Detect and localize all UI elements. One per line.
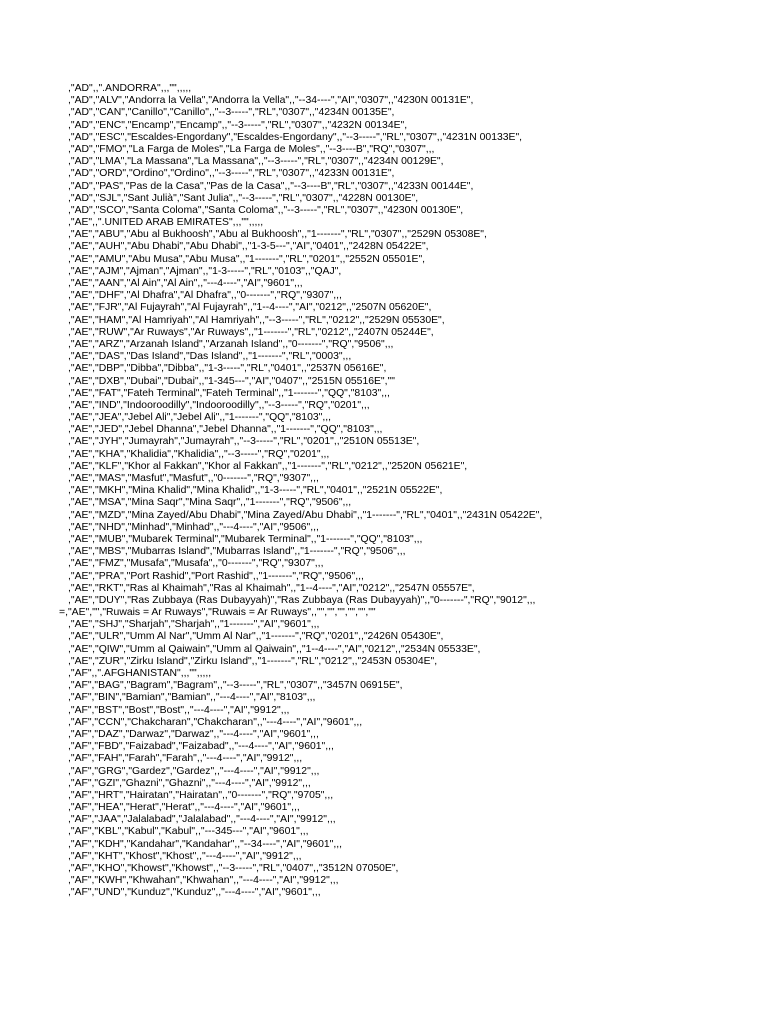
text-line: ,"AD","ORD","Ordino","Ordino",,"--3-----","RL","0307",,"4233N 00131E", (68, 168, 395, 180)
text-line: ,"AF","FAH","Farah","Farah",,"---4----","AI","9912",,, (68, 753, 303, 765)
text-line: ,"AE","AJM","Ajman","Ajman",,"1-3-----","RL","0103",,"QAJ", (68, 265, 342, 277)
text-line: ,"AD","LMA","La Massana","La Massana",,"--3-----","RL","0307",,"4234N 00129E", (68, 156, 444, 168)
text-line: ,"AF","BIN","Bamian","Bamian",,"---4----","AI","8103",,, (68, 692, 316, 704)
text-line: ,"AF","GZI","Ghazni","Ghazni",,"---4----","AI","9912",,, (68, 777, 311, 789)
text-line: ,"AE","SHJ","Sharjah","Sharjah",,"1-------","AI","9601",,, (68, 619, 320, 631)
text-line: ,"AE","FAT","Fateh Terminal","Fateh Terminal",,"1-------","QQ","8103",,, (68, 387, 390, 399)
text-line: ,"AE","DBP","Dibba","Dibba",,"1-3-----","RL","0401",,"2537N 05616E", (68, 363, 387, 375)
text-line: ,"AD",,".ANDORRA",,,"",,,,, (68, 83, 192, 94)
text-line: ,"AE","MAS","Masfut","Masfut",,"0-------","RQ","9307",,, (68, 473, 319, 484)
text-line: ,"AE","FMZ","Musafa","Musafa",,"0-------","RQ","9307",,, (68, 558, 324, 570)
text-line: ,"AF","KDH","Kandahar","Kandahar",,"--34----","AI","9601",,, (68, 838, 342, 850)
text-line: ,"AE","ARZ","Arzanah Island","Arzanah Island",,"0-------","RQ","9506",,, (68, 338, 394, 350)
text-line: ,"AF","BST","Bost","Bost",,"---4----","AI","9912",,, (68, 704, 290, 716)
text-line: ,"AD","ESC","Escaldes-Engordany","Escaldes-Engordany",,"--3-----","RL","0307",,"4231N 00133E", (68, 131, 523, 143)
text-line: ,"AD","ENC","Encamp","Encamp",,"--3-----","RL","0307",,"4232N 00134E", (68, 119, 408, 131)
text-line: ,"AF","JAA","Jalalabad","Jalalabad",,"---4----","AI","9912",,, (68, 814, 336, 826)
text-line: ,"AE","JEA","Jebel Ali","Jebel Ali",,"1-------","QQ","8103",,, (68, 412, 331, 424)
text-line: ,"AE","MKH","Mina Khalid","Mina Khalid",,"1-3-----","RL","0401",,"2521N 05522E", (68, 485, 443, 497)
text-line: ,"AE","RUW","Ar Ruways","Ar Ruways",,"1-------","RL","0212",,"2407N 05244E", (68, 326, 434, 338)
text-line: ,"AF","KBL","Kabul","Kabul",,"---345---","AI","9601",,, (68, 826, 309, 838)
text-line: ,"AE","DUY","Ras Zubbaya (Ras Dubayyah)","Ras Zubbaya (Ras Dubayyah)",,"0-------","RQ","9012",,, (68, 594, 536, 606)
text-line: ,"AE","AAN","Al Ain","Al Ain",,"---4----","AI","9601",,, (68, 278, 303, 289)
text-line: ,"AF","UND","Kunduz","Kunduz",,"---4----","AI","9601",,, (68, 887, 321, 899)
text-line: ,"AE","MZD","Mina Zayed/Abu Dhabi","Mina Zayed/Abu Dhabi",,"1-------","RL","0401",,"2431N 05422E", (68, 509, 543, 521)
text-line: ,"AE","ULR","Umm Al Nar","Umm Al Nar",,"1-------","RQ","0201",,"2426N 05430E", (68, 631, 444, 643)
text-line: ,"AE","ABU","Abu al Bukhoosh","Abu al Bukhoosh",,"1-------","RL","0307",,"2529N 05308E", (68, 229, 487, 241)
text-line: ,"AF","KWH","Khwahan","Khwahan",,"---4----","AI","9912",,, (68, 875, 339, 887)
text-line: ,"AD","SCO","Santa Coloma","Santa Coloma",,"--3-----","RL","0307",,"4230N 00130E", (68, 204, 464, 216)
text-line: ,"AE","JYH","Jumayrah","Jumayrah",,"--3-----","RL","0201",,"2510N 05513E", (68, 436, 420, 448)
text-line: ,"AE","RKT","Ras al Khaimah","Ras al Khaimah",,"1--4----","AI","0212",,"2547N 05557E", (68, 582, 475, 594)
text-line: ,"AE","KHA","Khalidia","Khalidia",,"--3-----","RQ","0201",,, (68, 448, 330, 460)
text-line: ,"AD","PAS","Pas de la Casa","Pas de la Casa",,"--3----B","RL","0307",,"4233N 00144E", (68, 180, 474, 192)
text-line: ,"AE","DXB","Dubai","Dubai",,"1-345---","AI","0407",,"2515N 05516E","" (68, 375, 395, 387)
text-line: ,"AE","DAS","Das Island","Das Island",,"1-------","RL","0003",,, (68, 351, 352, 363)
text-line: ,"AF",,".AFGHANISTAN",,,"",,,,, (68, 668, 212, 679)
document-page (59, 83, 758, 900)
text-line: ,"AE","AMU","Abu Musa","Abu Musa",,"1-------","RL","0201",,"2552N 05501E", (68, 253, 426, 265)
text-line: ,"AE","ZUR","Zirku Island","Zirku Island",,"1-------","RL","0212",,"2453N 05304E", (68, 655, 438, 667)
text-line: ,"AF","CCN","Chakcharan","Chakcharan",,"---4----","AI","9601",,, (68, 716, 363, 728)
text-line: ,"AE","PRA","Port Rashid","Port Rashid",,"1-------","RQ","9506",,, (68, 570, 364, 582)
text-line: ,"AF","HRT","Hairatan","Hairatan",,"0-------","RQ","9705",,, (68, 789, 334, 801)
text-line: ,"AD","ALV","Andorra la Vella","Andorra la Vella",,"--34----","AI","0307",,"4230N 00131E", (68, 95, 474, 107)
text-line: ,"AE","AUH","Abu Dhabi","Abu Dhabi",,"1-3-5---","AI","0401",,"2428N 05422E", (68, 241, 429, 253)
text-line: ,"AD","FMO","La Farga de Moles","La Farga de Moles",,"--3----B","RQ","0307",,, (68, 143, 435, 155)
text-line: ,"AE","DHF","Al Dhafra","Al Dhafra",,"0-------","RQ","9307",,, (68, 290, 342, 302)
text-line: ,"AE",,".UNITED ARAB EMIRATES",,,"",,,,, (68, 217, 264, 229)
text-line: ,"AD","SJL","Sant Julià","Sant Julia",,"--3-----","RL","0307",,"4228N 00130E", (68, 192, 419, 204)
text-line: ,"AF","DAZ","Darwaz","Darwaz",,"---4----","AI","9601",,, (68, 728, 319, 740)
text-line: ,"AF","HEA","Herat","Herat",,"---4----","AI","9601",,, (68, 802, 300, 814)
text-line: ,"AF","KHO","Khowst","Khowst",,"--3-----","RL","0407",,"3512N 07050E", (68, 863, 399, 874)
text-line: ,"AE","MBS","Mubarras Island","Mubarras Island",,"1-------","RQ","9506",,, (68, 546, 406, 558)
text-line: =,"AE","","Ruwais = Ar Ruways","Ruwais = Ar Ruways",,"","","","","","" (59, 607, 376, 619)
text-line: ,"AE","QIW","Umm al Qaiwain","Umm al Qaiwain",,"1--4----","AI","0212",,"2534N 05533E", (68, 643, 481, 655)
text-line: ,"AE","HAM","Al Hamriyah","Al Hamriyah",,"--3-----","RL","0212",,"2529N 05530E", (68, 314, 445, 326)
text-line: ,"AE","MUB","Mubarek Terminal","Mubarek Terminal",,"1-------","QQ","8103",,, (68, 533, 423, 545)
text-line: ,"AE","MSA","Mina Saqr","Mina Saqr",,"1-------","RQ","9506",,, (68, 497, 352, 509)
text-line: ,"AE","KLF","Khor al Fakkan","Khor al Fakkan",,"1-------","RL","0212",,"2520N 05621E", (68, 460, 468, 472)
text-line: ,"AE","JED","Jebel Dhanna","Jebel Dhanna",,"1-------","QQ","8103",,, (68, 424, 383, 436)
text-line: ,"AE","FJR","Al Fujayrah","Al Fujayrah",,"1--4----","AI","0212",,"2507N 05620E", (68, 302, 432, 314)
text-line: ,"AE","NHD","Minhad","Minhad",,"---4----","AI","9506",,, (68, 521, 319, 533)
text-line: ,"AF","FBD","Faizabad","Faizabad",,"---4----","AI","9601",,, (68, 741, 334, 753)
text-line: ,"AE","IND","Indooroodilly","Indooroodilly",,"--3-----","RQ","0201",,, (68, 399, 370, 411)
text-line: ,"AF","GRG","Gardez","Gardez",,"---4----","AI","9912",,, (68, 765, 320, 777)
text-line: ,"AF","KHT","Khost","Khost",,"---4----","AI","9912",,, (68, 850, 302, 862)
text-line: ,"AD","CAN","Canillo","Canillo",,"--3-----","RL","0307",,"4234N 00135E", (68, 107, 395, 119)
text-line: ,"AF","BAG","Bagram","Bagram",,"--3-----","RL","0307",,"3457N 06915E", (68, 680, 403, 692)
